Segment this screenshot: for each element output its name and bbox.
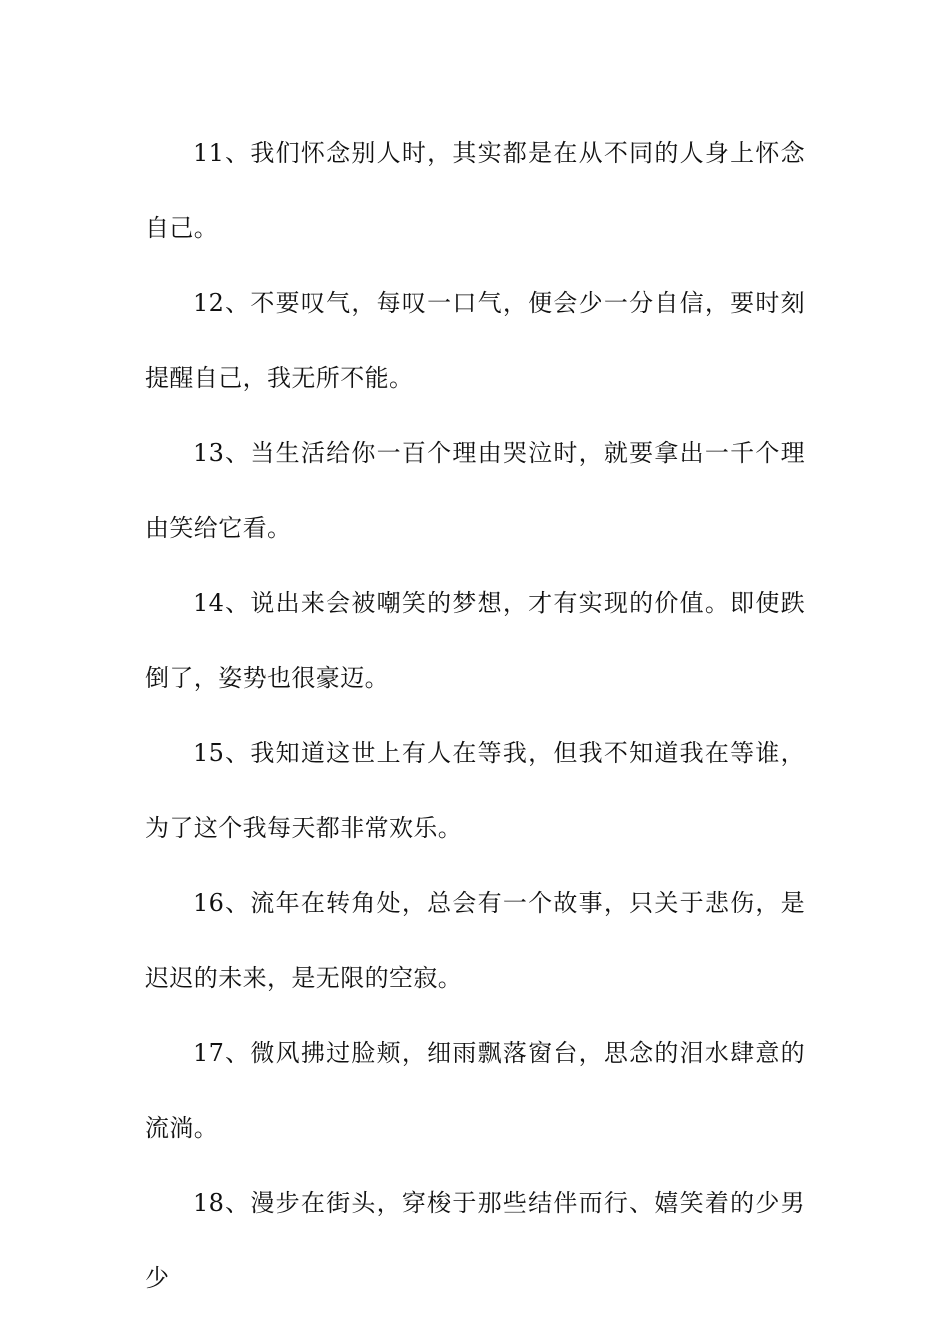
document-body (145, 116, 805, 1316)
paragraph-13: 13、当生活给你一百个理由哭泣时，就要拿出一千个理由笑给它看。 (145, 439, 805, 542)
paragraph-15: 15、我知道这世上有人在等我，但我不知道我在等谁，为了这个我每天都非常欢乐。 (145, 739, 805, 842)
paragraph-12: 12、不要叹气，每叹一口气，便会少一分自信，要时刻提醒自己，我无所不能。 (145, 289, 805, 392)
paragraph-14: 14、说出来会被嘲笑的梦想，才有实现的价值。即使跌倒了，姿势也很豪迈。 (145, 589, 805, 692)
paragraph-16: 16、流年在转角处，总会有一个故事，只关于悲伤，是迟迟的未来，是无限的空寂。 (145, 889, 805, 992)
paragraph-18: 18、漫步在街头，穿梭于那些结伴而行、嬉笑着的少男少 (145, 1189, 805, 1292)
paragraph-11: 11、我们怀念别人时，其实都是在从不同的人身上怀念自己。 (145, 139, 805, 242)
paragraph-17: 17、微风拂过脸颊，细雨飘落窗台，思念的泪水肆意的流淌。 (145, 1039, 805, 1142)
